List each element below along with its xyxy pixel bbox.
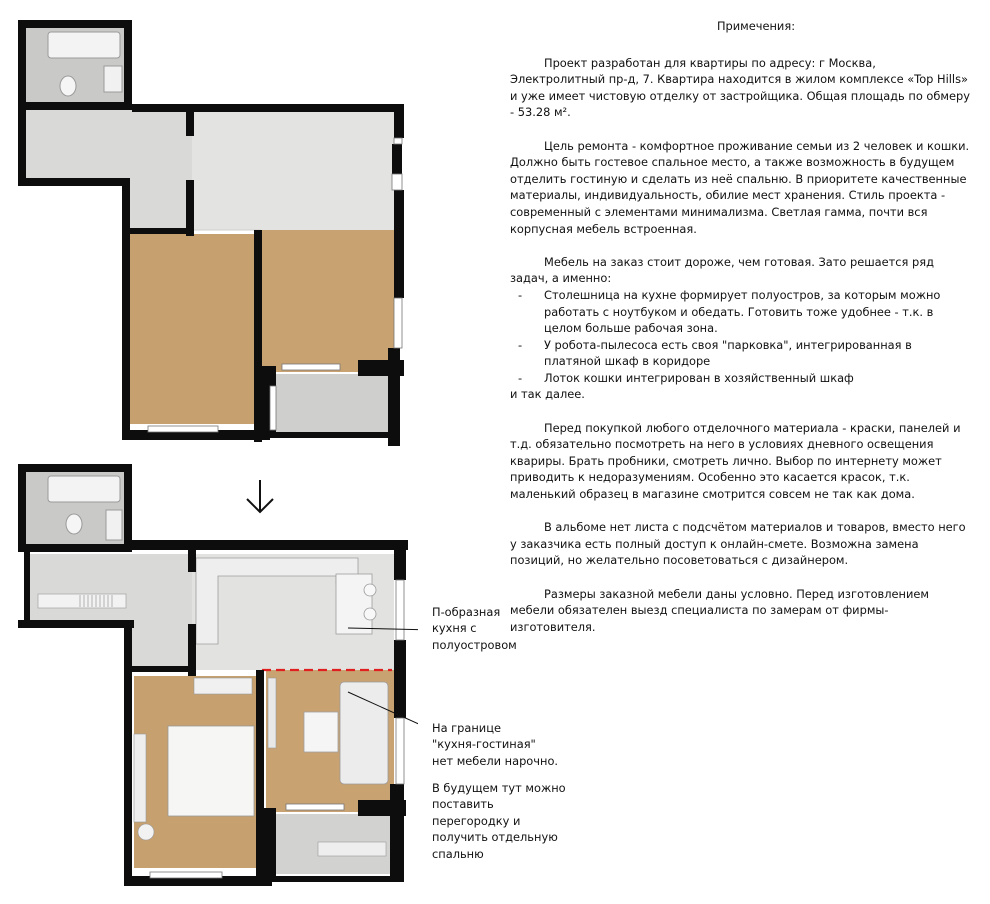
bed bbox=[168, 726, 254, 816]
corridor-wardrobe bbox=[38, 594, 126, 608]
notes-panel bbox=[510, 18, 972, 652]
notes-title: Примечения: bbox=[716, 19, 796, 33]
balcony-desk bbox=[318, 842, 386, 856]
toilet-after bbox=[66, 514, 82, 534]
bathroom-sink bbox=[104, 66, 122, 92]
corridor-floor bbox=[26, 110, 192, 228]
sofa bbox=[340, 682, 388, 784]
corridor-floor-after bbox=[30, 554, 192, 670]
floor-plan-before bbox=[18, 20, 418, 446]
bedroom-wardrobe bbox=[134, 734, 146, 822]
notes-bullet: - Столешница на кухне формирует полуостров, за которым можно работать с ноутбуком и обедать. Готовить тоже удобнее - т.к. в целом больше рабочая зона. bbox=[510, 287, 972, 337]
living-floor bbox=[261, 230, 394, 372]
notes-paragraph-5: В альбоме нет листа с подсчётом материалов и товаров, вместо него у заказчика есть полный доступ к онлайн-смете. Возможна замена позиций, но желательно посоветоваться с дизайнером. bbox=[510, 520, 966, 568]
annotation-kitchen: П-образная кухня с полуостровом bbox=[432, 605, 517, 652]
notes-paragraph-1: Проект разработан для квартиры по адресу: г Москва, Электролитный пр-д, 7. Квартира находится в жилом комплексе «Top Hills» и уже имеет чистовую отделку от застройщика. Общая площадь по обмеру - 53.28 м². bbox=[510, 55, 970, 120]
floor-plan-after bbox=[18, 464, 418, 890]
bedroom-chair bbox=[138, 824, 154, 840]
bathtub bbox=[48, 32, 120, 58]
notes-bullet-list bbox=[510, 287, 972, 387]
notes-paragraph-2: Цель ремонта - комфортное проживание семьи из 2 человек и кошки. Должно быть гостевое спальное место, а также возможность в будущем отделить гостиную и сделать из неё спальню. В приоритете качественные материалы, индивидуальность, обилие мест хранения. Стиль проекта - современный с элементами минимализма. Светлая гамма, почти вся корпусная мебель встроенная. bbox=[510, 138, 970, 236]
bathroom-sink-after bbox=[106, 510, 122, 540]
balcony-floor bbox=[270, 374, 394, 432]
tv-console bbox=[268, 678, 276, 748]
bathtub-after bbox=[48, 476, 120, 502]
toilet bbox=[60, 76, 76, 96]
coffee-table bbox=[304, 712, 338, 752]
annotation-future: В будущем тут можно поставить перегородку и получить отдельную спальню bbox=[432, 781, 566, 861]
notes-paragraph-6: Размеры заказной мебели даны условно. Перед изготовлением мебели обязателен выезд специалиста по замерам от фирмы-изготовителя. bbox=[510, 586, 930, 634]
notes-bullet: - Лоток кошки интегрирован в хозяйственный шкаф bbox=[510, 370, 972, 387]
notes-bullet: - У робота-пылесоса есть своя "парковка", интегрированная в платяной шкаф в коридоре bbox=[510, 337, 972, 370]
bedroom-floor bbox=[130, 234, 254, 424]
bedroom-shelf bbox=[194, 678, 252, 694]
notes-paragraph-4: Перед покупкой любого отделочного материала - краски, панелей и т.д. обязательно посмотреть на него в условиях дневного освещения квариры. Брать пробники, смотреть лично. Выбор по интернету может приводить к недоразумениям. Особенно это касается красок, т.к. маленький образец в магазине смотрится совсем не так как дома. bbox=[510, 420, 961, 502]
kitchen-floor bbox=[192, 110, 394, 230]
notes-tail: и так далее. bbox=[510, 387, 585, 402]
kitchen-peninsula bbox=[336, 574, 372, 634]
notes-paragraph-3: Мебель на заказ стоит дороже, чем готовая. Зато решается ряд задач, а именно: bbox=[510, 254, 934, 286]
annotation-border: На границе "кухня-гостиная" нет мебели нарочно. bbox=[432, 721, 559, 768]
